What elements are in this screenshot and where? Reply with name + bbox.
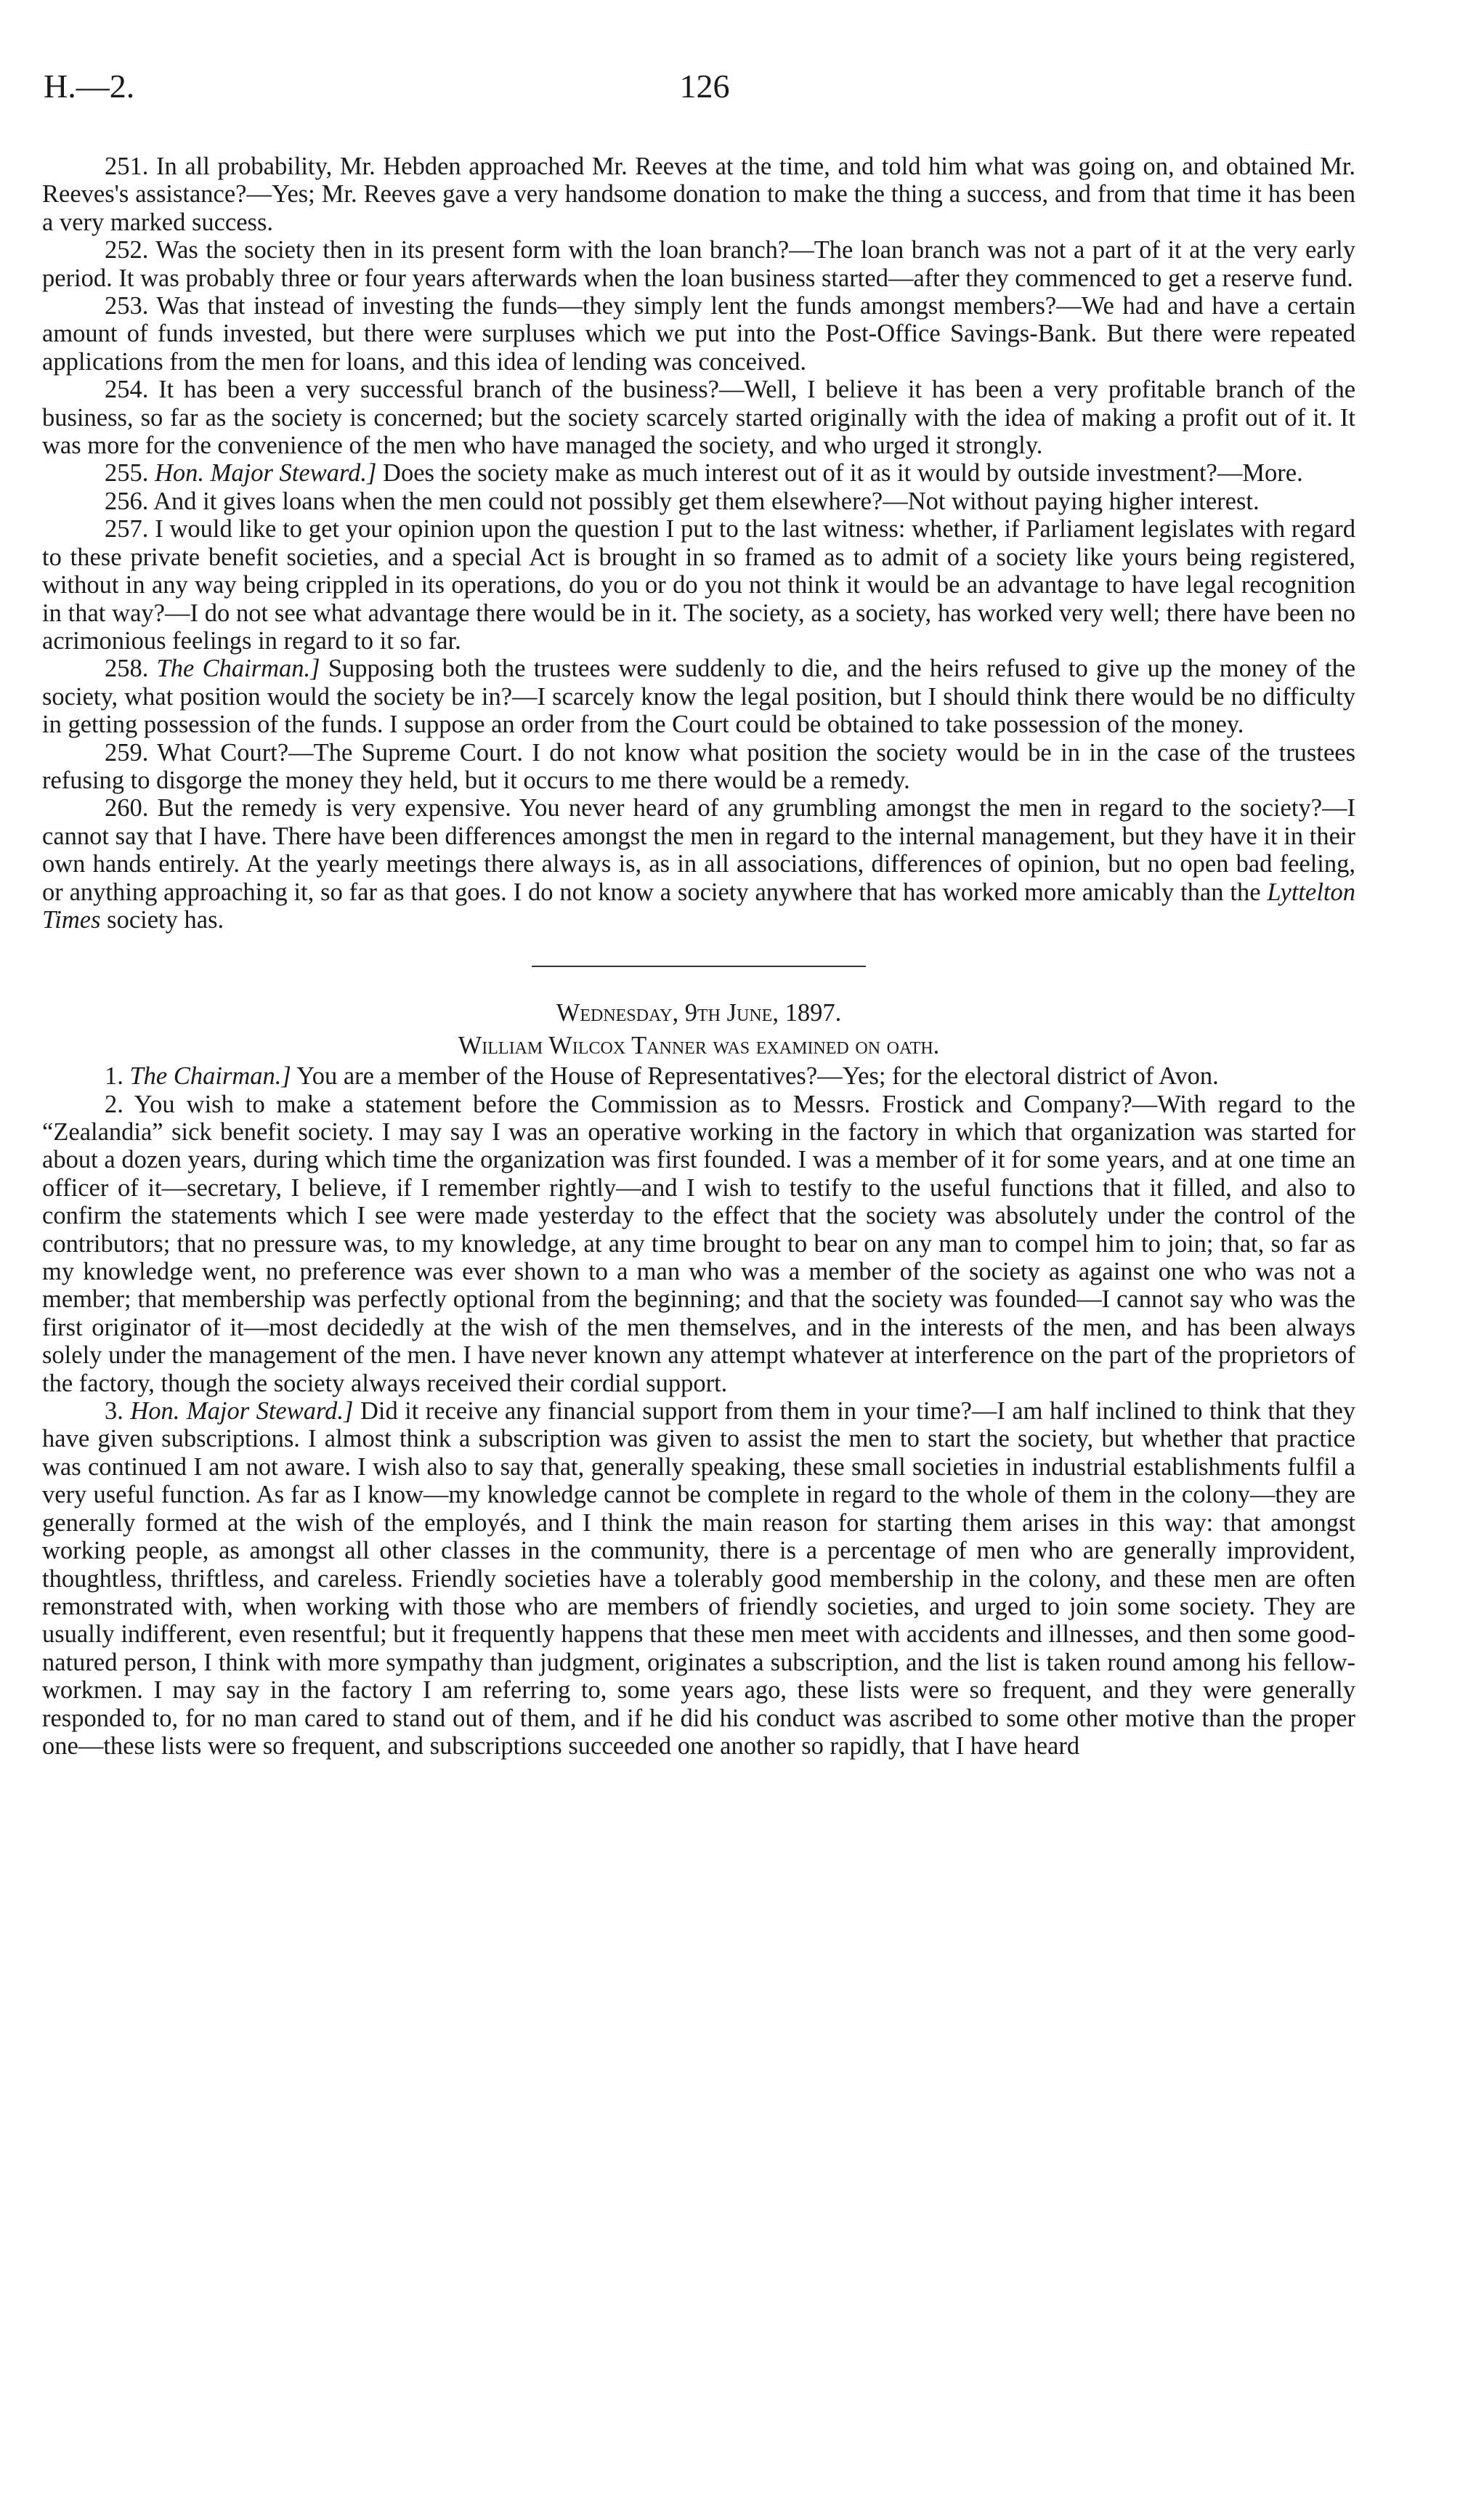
evidence-section-1 [42,153,1355,934]
paragraph-258: 258. The Chairman.] Supposing both the trustees were suddenly to die, and the heirs refused to give up the money of the society, what position would the society be in?—I scarcely know the legal position, but I should think there would be no difficulty in getting possession of the funds. I suppose an order from the Court could be obtained to take possession of the money. [42,655,1356,739]
page-header [44,67,1366,118]
paragraph-255: 255. Hon. Major Steward.] Does the society make as much interest out of it as it would by outside investment?—More. [105,459,1303,488]
paragraph-256: 256. And it gives loans when the men could not possibly get them elsewhere?—Not without paying higher interest. [105,487,1260,515]
paragraph-260: 260. But the remedy is very expensive. You never heard of any grumbling amongst the men in regard to the society?—I cannot say that I have. There have been differences amongst the men in regard to the internal management, but they have it in their own hands entirely. At the yearly meetings there always is, as in all associations, differences of opinion, but no open bad feeling, or anything approaching it, so far as that goes. I do not know a society anywhere that has worked more amicably than the Lyttelton Times society has. [42,794,1356,934]
paragraph-254: 254. It has been a very successful branch of the business?—Well, I believe it has been a very profitable branch of the business, so far as the society is concerned; but the society scarcely started originally with the idea of making a profit out of it. It was more for the convenience of the men who have managed the society, and who urged it strongly. [42,376,1356,460]
date-heading: Wednesday, 9th June, 1897. [556,999,842,1027]
speaker-label: Hon. Major Steward.] [130,1397,354,1426]
paragraph-253: 253. Was that instead of investing the funds—they simply lent the funds amongst members?—We had and have a certain amount of funds invested, but there were surpluses which we put into the Post-Office Savings-Bank. But there were repeated applications from the men for loans, and this idea of lending was conceived. [42,292,1355,376]
paragraph-1: 1. The Chairman.] You are a member of the House of Representatives?—Yes; for the electoral district of Avon. [105,1062,1219,1091]
speaker-label: The Chairman.] [129,1062,291,1091]
document-reference: H.—2. [44,68,135,105]
evidence-section-2 [42,1062,1355,1760]
newspaper-title: Lyttelton Times [42,878,1355,934]
paragraph-2: 2. You wish to make a statement before the Commission as to Messrs. Frostick and Company?—With regard to the “Zealandia” sick benefit society. I may say I was an operative working in the factory in which that organization was started for about a dozen years, during which time the organization was first founded. I was a member of it for some years, and at one time an officer of it—secretary, I believe, if I remember rightly—and I wish to testify to the useful functions that it filled, and also to confirm the statements which I see were made yesterday to the effect that the society was absolutely under the control of the contributors; that no pressure was, to my knowledge, at any time brought to bear on any man to compel him to join; that, so far as my knowledge went, no preference was ever shown to a man who was a member of the society as against one who was not a member; that membership was perfectly optional from the beginning; and that the society was founded—I cannot say who was the first originator of it—most decidedly at the wish of the men themselves, and in the interests of the men, and has been always solely under the management of the men. I have never known any attempt whatever at interference on the part of the proprietors of the factory, though the society always received their cordial support. [42,1090,1355,1397]
paragraph-259: 259. What Court?—The Supreme Court. I do not know what position the society would be in in the case of the trustees refusing to disgorge the money they held, but it occurs to me there would be a remedy. [42,738,1355,794]
speaker-label: The Chairman.] [156,655,320,683]
section-divider [532,966,866,967]
speaker-label: Hon. Major Steward.] [155,459,377,488]
body-text [42,153,1355,1760]
witness-heading: William Wilcox Tanner was examined on oath. [458,1031,940,1059]
paragraph-251: 251. In all probability, Mr. Hebden approached Mr. Reeves at the time, and told him what was going on, and obtained Mr. Reeves's assistance?—Yes; Mr. Reeves gave a very handsome donation to make the thing a success, and from that time it has been a very marked success. [42,153,1356,236]
paragraph-257: 257. I would like to get your opinion upon the question I put to the last witness: whether, if Parliament legislates with regard to these private benefit societies, and a special Act is brought in so framed as to admit of a society like yours being registered, without in any way being crippled in its operations, do you or do you not think it would be an advantage to have legal recognition in that way?—I do not see what advantage there would be in it. The society, as a society, has worked very well; there have been no acrimonious feelings in regard to it so far. [42,515,1355,655]
paragraph-3: 3. Hon. Major Steward.] Did it receive any financial support from them in your time?—I am half inclined to think that they have given subscriptions. I almost think a subscription was given to assist the men to start the society, but whether that practice was continued I am not aware. I wish also to say that, generally speaking, these small societies in industrial establishments fulfil a very useful function. As far as I know—my knowledge cannot be complete in regard to the whole of them in the colony—they are generally formed at the wish of the employés, and I think the main reason for starting them arises in this way: that amongst working people, as amongst all other classes in the community, there is a percentage of men who are generally improvident, thoughtless, thriftless, and careless. Friendly societies have a tolerably good membership in the colony, and these men are often remonstrated with, when working with those who are members of friendly societies, and urged to join some society. They are usually indifferent, even resentful; but it frequently happens that these men meet with accidents and illnesses, and then some good-natured person, I think with more sympathy than judgment, originates a subscription, and the list is taken round among his fellow-workmen. I may say in the factory I am referring to, some years ago, these lists were so frequent, and they were generally responded to, for no man cared to stand out of them, and if he did his conduct was ascribed to some other motive than the proper one—these lists were so frequent, and subscriptions succeeded one another so rapidly, that I have heard [42,1397,1356,1760]
page-number: 126 [679,68,730,105]
paragraph-252: 252. Was the society then in its present form with the loan branch?—The loan branch was not a part of it at the very early period. It was probably three or four years afterwards when the loan business started—after they commenced to get a reserve fund. [42,236,1355,292]
